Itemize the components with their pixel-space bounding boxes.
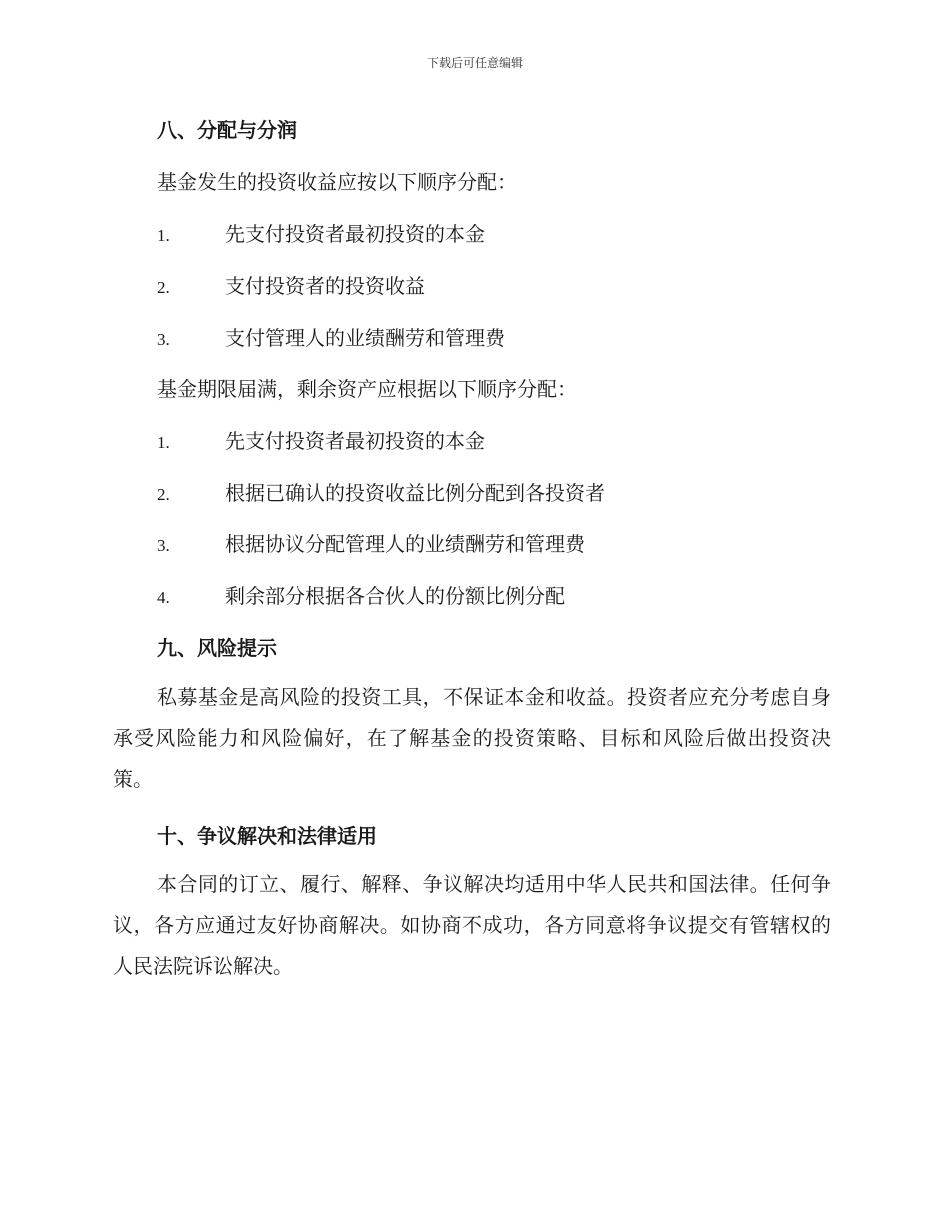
- section-8-heading: 八、分配与分润: [157, 118, 297, 142]
- list-item-number: 2.: [157, 485, 170, 504]
- list-item-number: 2.: [157, 278, 170, 297]
- list-item-text: 先支付投资者最初投资的本金: [225, 222, 485, 246]
- list-item: [157, 528, 585, 557]
- list-item-text: 根据已确认的投资收益比例分配到各投资者: [225, 481, 605, 505]
- section-10-heading: 十、争议解决和法律适用: [157, 824, 377, 848]
- section-9-body: 私募基金是高风险的投资工具，不保证本金和收益。投资者应充分考虑自身承受风险能力和风险偏好，在了解基金的投资策略、目标和风险后做出投资决策。: [113, 685, 831, 791]
- list-item-number: 1.: [157, 433, 170, 452]
- section-8-intro-2: 基金期限届满，剩余资产应根据以下顺序分配：: [157, 377, 577, 401]
- list-item: [157, 218, 485, 247]
- list-item: [157, 425, 485, 454]
- page-header: 下载后可任意编辑: [426, 56, 523, 70]
- list-item-number: 3.: [157, 536, 170, 555]
- list-item: [157, 477, 605, 506]
- list-item: [157, 580, 565, 609]
- section-9-heading: 九、风险提示: [157, 636, 277, 660]
- list-item-text: 先支付投资者最初投资的本金: [225, 429, 485, 453]
- section-8-intro-1: 基金发生的投资收益应按以下顺序分配：: [157, 170, 517, 194]
- list-item: [157, 322, 505, 351]
- list-item-number: 3.: [157, 330, 170, 349]
- list-item-text: 支付管理人的业绩酬劳和管理费: [225, 326, 505, 350]
- list-item-text: 支付投资者的投资收益: [225, 274, 425, 298]
- section-10-body: 本合同的订立、履行、解释、争议解决均适用中华人民共和国法律。任何争议，各方应通过友好协商解决。如协商不成功，各方同意将争议提交有管辖权的人民法院诉讼解决。: [113, 872, 831, 978]
- list-item-text: 根据协议分配管理人的业绩酬劳和管理费: [225, 532, 585, 556]
- list-item: [157, 270, 425, 299]
- list-item-number: 1.: [157, 226, 170, 245]
- list-item-text: 剩余部分根据各合伙人的份额比例分配: [225, 584, 565, 608]
- list-item-number: 4.: [157, 588, 170, 607]
